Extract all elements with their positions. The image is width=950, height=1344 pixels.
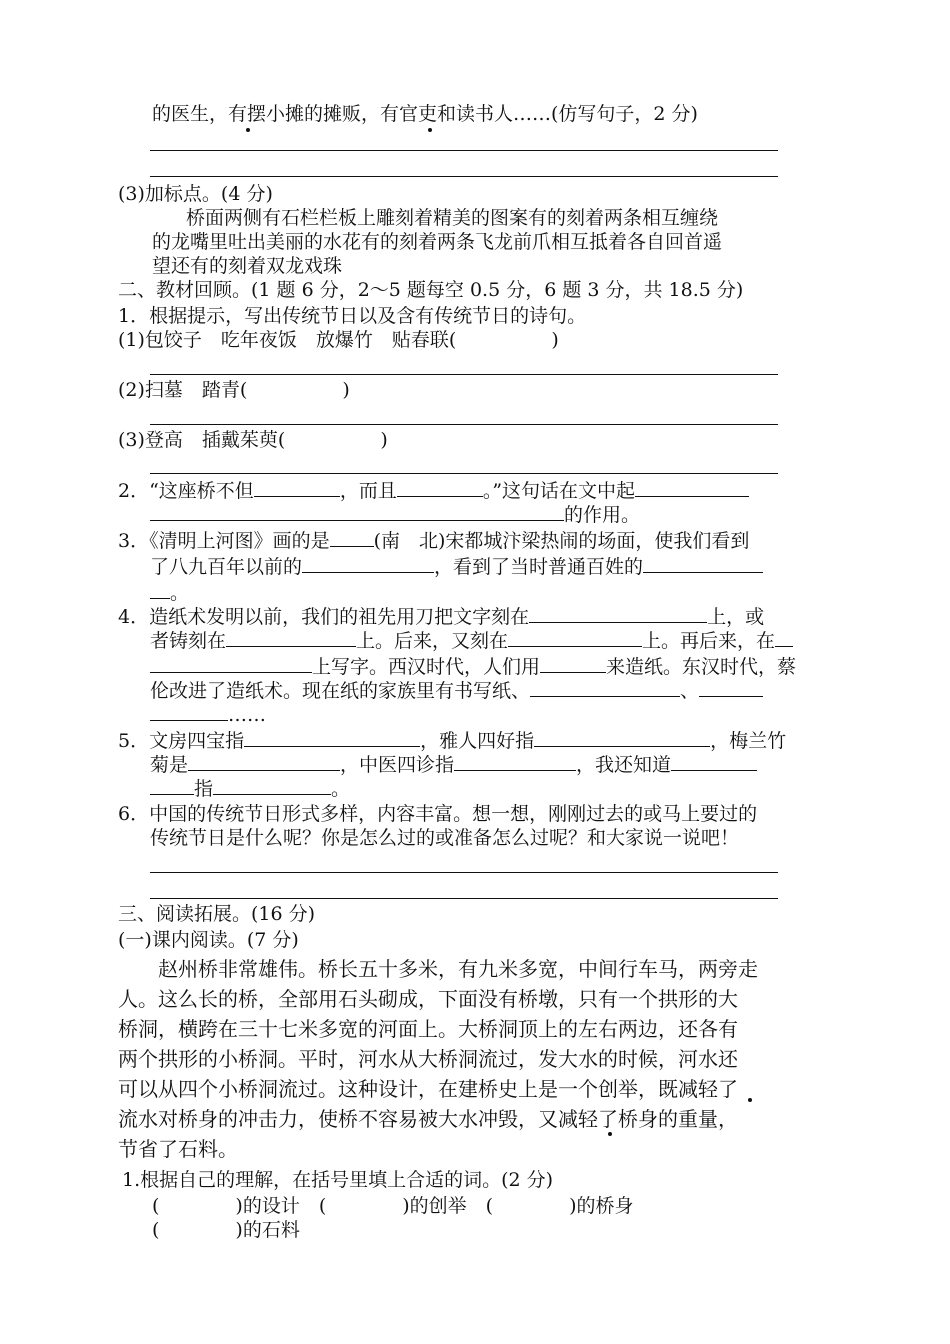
section-heading: 三、阅读拓展。(16 分) — [118, 903, 316, 925]
fill-blank[interactable] — [150, 776, 194, 795]
question-3-line-3: 。 — [150, 580, 189, 605]
answer-line[interactable] — [150, 176, 778, 177]
reading-question-1: 1.根据自己的理解，在括号里填上合适的词。(2 分) — [122, 1169, 554, 1191]
reading-question-1-blanks[interactable]: ( )的设计 ( )的创举 ( )的桥身 — [152, 1195, 634, 1217]
fill-blank[interactable] — [150, 702, 228, 721]
passage-line: 流水对桥身的冲击力，使桥不容易被大水冲毁，又减轻了桥身的重量， — [118, 1107, 738, 1131]
fill-blank[interactable] — [534, 728, 710, 747]
fill-blank[interactable] — [699, 678, 763, 697]
fill-blank[interactable] — [775, 628, 793, 647]
passage-line: 可以从四个小桥洞流过。这种设计，在建桥史上是一个创举，既减轻了 — [118, 1077, 738, 1101]
emphasis-dot — [428, 128, 432, 132]
fill-blank[interactable] — [454, 752, 576, 771]
emphasis-dot — [748, 1098, 752, 1102]
question-3-line-1: 3．《清明上河图》画的是 (南 北)宋都城汴梁热闹的场面，使我们看到 — [118, 530, 750, 552]
fill-blank[interactable] — [150, 580, 170, 599]
fill-blank[interactable] — [330, 528, 374, 547]
question-5-line-3: 指 。 — [150, 776, 350, 801]
answer-line[interactable] — [150, 872, 778, 873]
question-5-line-1: 5．文房四宝指 ，雅人四好指 ，梅兰竹 — [118, 730, 787, 752]
subsection-heading: (一)课内阅读。(7 分) — [118, 929, 299, 951]
question-2-line-2: 的作用。 — [150, 502, 640, 527]
passage-line: 两个拱形的小桥洞。平时，河水从大桥洞流过，发大水的时候，河水还 — [118, 1047, 738, 1071]
passage-line: 赵州桥非常雄伟。桥长五十多米，有九米多宽，中间行车马，两旁走 — [118, 957, 758, 981]
punctuation-text-line: 望还有的刻着双龙戏珠 — [152, 255, 343, 277]
question-4-line-5: …… — [150, 702, 266, 727]
fill-blank[interactable] — [508, 628, 642, 647]
fill-blank[interactable] — [244, 728, 420, 747]
fill-blank[interactable] — [540, 654, 606, 673]
fill-blank[interactable] — [302, 554, 434, 573]
fill-blank[interactable] — [397, 478, 483, 497]
question-5-line-2: 菊是 ，中医四诊指 ，我还知道 — [150, 752, 757, 777]
answer-line[interactable] — [150, 424, 778, 425]
passage-line: 桥洞，横跨在三十七米多宽的河面上。大桥洞顶上的左右两边，还各有 — [118, 1017, 738, 1041]
question-3-line-2: 了八九百年以前的 ，看到了当时普通百姓的 — [150, 554, 763, 579]
fill-blank[interactable] — [635, 478, 749, 497]
fill-blank[interactable] — [254, 478, 340, 497]
section-heading: 二、教材回顾。(1 题 6 分，2～5 题每空 0.5 分，6 题 3 分，共 18.5 分) — [118, 279, 744, 301]
passage-line: 人。这么长的桥，全部用石头砌成，下面没有桥墩，只有一个拱形的大 — [118, 987, 738, 1011]
question-6-line-1: 6．中国的传统节日形式多样，内容丰富。想一想，刚刚过去的或马上要过的 — [118, 803, 758, 825]
fill-blank[interactable] — [150, 654, 312, 673]
fill-blank[interactable] — [213, 776, 331, 795]
reading-question-1-blanks[interactable]: ( )的石料 — [152, 1219, 300, 1241]
emphasis-dot — [246, 128, 250, 132]
answer-line[interactable] — [150, 473, 778, 474]
fill-blank[interactable] — [643, 554, 763, 573]
question-1: 1．根据提示，写出传统节日以及含有传统节日的诗句。 — [118, 305, 587, 327]
question-4-line-4: 伦改进了造纸术。现在纸的家族里有书写纸、 、 — [150, 678, 763, 703]
question-2-line-1: 2．“这座桥不但 ，而且 。”这句话在文中起 — [118, 478, 749, 503]
fill-blank[interactable] — [188, 752, 340, 771]
question-1-part-1: (1)包饺子 吃年夜饭 放爆竹 贴春联( ) — [118, 329, 559, 351]
imitation-sentence-line: 的医生，有摆小摊的摊贩，有官吏和读书人……(仿写句子，2 分) — [152, 103, 698, 125]
fill-blank[interactable] — [530, 678, 680, 697]
punctuation-text-line: 的龙嘴里吐出美丽的水花有的刻着两条飞龙前爪相互抵着各自回首遥 — [152, 231, 723, 253]
fill-blank[interactable] — [150, 502, 564, 521]
fill-blank[interactable] — [671, 752, 757, 771]
punctuation-text-line: 桥面两侧有石栏栏板上雕刻着精美的图案有的刻着两条相互缠绕 — [186, 207, 719, 229]
question-1-part-3: (3)登高 插戴茱萸( ) — [118, 429, 388, 451]
answer-line[interactable] — [150, 898, 778, 899]
emphasis-dot — [608, 1132, 612, 1136]
question-6-line-2: 传统节日是什么呢？你是怎么过的或准备怎么过呢？和大家说一说吧！ — [150, 827, 740, 849]
passage-line: 节省了石料。 — [118, 1137, 238, 1161]
fill-blank[interactable] — [226, 628, 356, 647]
answer-line[interactable] — [150, 374, 778, 375]
punctuation-question-label: (3)加标点。(4 分) — [118, 183, 273, 205]
question-4-line-2: 者铸刻在 上。后来，又刻在 上。再后来，在 — [150, 628, 793, 653]
question-4-line-3: 上写字。西汉时代，人们用 来造纸。东汉时代，蔡 — [150, 654, 796, 679]
fill-blank[interactable] — [529, 604, 707, 623]
question-1-part-2: (2)扫墓 踏青( ) — [118, 379, 350, 401]
answer-line[interactable] — [150, 150, 778, 151]
question-4-line-1: 4．造纸术发明以前，我们的祖先用刀把文字刻在 上，或 — [118, 606, 765, 628]
reading-passage — [118, 954, 834, 1164]
